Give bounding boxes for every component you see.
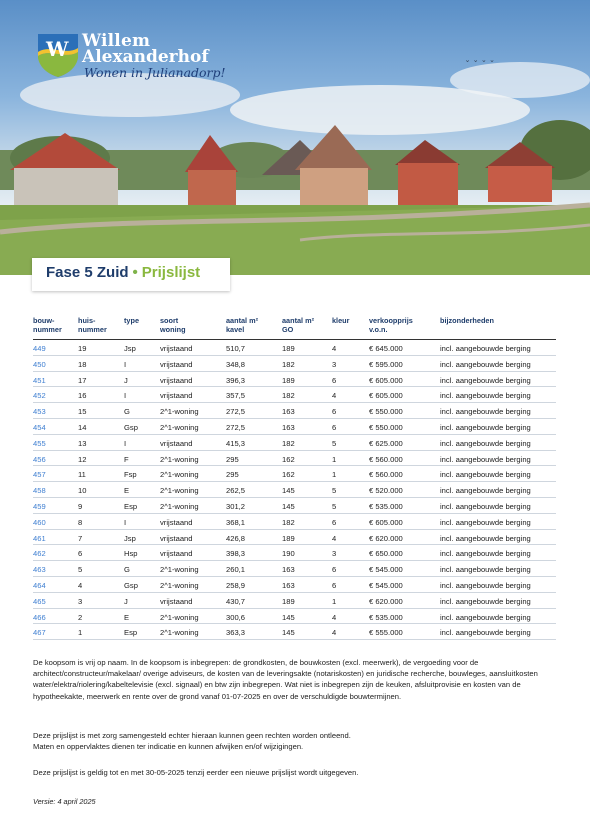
cell-bijzonderheden: incl. aangebouwde berging bbox=[440, 628, 531, 638]
table-row bbox=[33, 340, 556, 356]
cell-go: 145 bbox=[282, 612, 295, 622]
footer-validity: Deze prijslijst is geldig tot en met 30-05-2025 tenzij eerder een nieuwe prijslijst wordt uitgegeven. bbox=[33, 768, 359, 777]
column-header-soort bbox=[160, 316, 186, 334]
cell-bijzonderheden: incl. aangebouwde berging bbox=[440, 422, 531, 432]
cell-prijs: € 545.000 bbox=[369, 565, 403, 575]
cell-bijzonderheden: incl. aangebouwde berging bbox=[440, 344, 531, 353]
cell-kavel: 295 bbox=[226, 470, 239, 480]
table-row bbox=[33, 530, 556, 546]
table-row bbox=[33, 372, 556, 388]
cell-bouwnummer: 458 bbox=[33, 486, 46, 496]
cell-huisnummer: 8 bbox=[78, 517, 83, 527]
table-row bbox=[33, 498, 556, 514]
cell-type: Gsp bbox=[124, 580, 138, 590]
cell-soort: vrijstaand bbox=[160, 517, 193, 527]
cell-bijzonderheden: incl. aangebouwde berging bbox=[440, 612, 531, 622]
cell-bijzonderheden: incl. aangebouwde berging bbox=[440, 580, 531, 590]
cell-bijzonderheden: incl. aangebouwde berging bbox=[440, 533, 531, 543]
cell-prijs: € 650.000 bbox=[369, 549, 403, 559]
column-header-prijs bbox=[369, 316, 413, 334]
cell-bouwnummer: 451 bbox=[33, 375, 46, 385]
column-header-type bbox=[124, 316, 139, 325]
cell-huisnummer: 14 bbox=[78, 422, 87, 432]
cell-kleur: 6 bbox=[332, 375, 337, 385]
cell-go: 189 bbox=[282, 596, 295, 606]
cell-type: I bbox=[124, 391, 127, 401]
cell-bouwnummer: 453 bbox=[33, 407, 46, 417]
column-header-line2: kavel bbox=[226, 325, 245, 334]
table-row bbox=[33, 451, 556, 467]
cell-kavel: 258,9 bbox=[226, 580, 246, 590]
cell-bijzonderheden: incl. aangebouwde berging bbox=[440, 565, 531, 575]
cell-bouwnummer: 463 bbox=[33, 565, 46, 575]
cell-kavel: 260,1 bbox=[226, 565, 246, 575]
cell-type: Jsp bbox=[124, 533, 136, 543]
cell-go: 163 bbox=[282, 565, 295, 575]
hero-image bbox=[0, 0, 590, 275]
cell-kavel: 272,5 bbox=[226, 407, 246, 417]
cell-prijs: € 625.000 bbox=[369, 438, 403, 448]
cell-type: Esp bbox=[124, 501, 138, 511]
cell-go: 163 bbox=[282, 580, 295, 590]
cell-kleur: 5 bbox=[332, 486, 337, 496]
cell-kavel: 368,1 bbox=[226, 517, 246, 527]
svg-text:ˇ ˇ ˇ ˇ: ˇ ˇ ˇ ˇ bbox=[465, 60, 495, 71]
footer-disclaimer-2: Maten en oppervlaktes dienen ter indicatie en kunnen afwijken en/of wijzigingen. bbox=[33, 742, 304, 751]
cell-huisnummer: 7 bbox=[78, 533, 83, 543]
table-row bbox=[33, 419, 556, 435]
table-row bbox=[33, 466, 556, 482]
cell-kavel: 398,3 bbox=[226, 549, 246, 559]
cell-soort: 2^1-woning bbox=[160, 628, 199, 638]
cell-prijs: € 550.000 bbox=[369, 422, 403, 432]
cell-go: 182 bbox=[282, 359, 295, 369]
page-title-main: Fase 5 Zuid bbox=[46, 264, 129, 281]
cell-go: 189 bbox=[282, 344, 295, 353]
cell-bijzonderheden: incl. aangebouwde berging bbox=[440, 359, 531, 369]
table-row bbox=[33, 435, 556, 451]
cell-prijs: € 560.000 bbox=[369, 454, 403, 464]
cell-soort: vrijstaand bbox=[160, 596, 193, 606]
column-header-line2: nummer bbox=[78, 325, 107, 334]
column-header-huisnummer bbox=[78, 316, 107, 334]
cell-prijs: € 520.000 bbox=[369, 486, 403, 496]
cell-prijs: € 620.000 bbox=[369, 533, 403, 543]
cell-prijs: € 550.000 bbox=[369, 407, 403, 417]
cell-soort: 2^1-woning bbox=[160, 612, 199, 622]
cell-bouwnummer: 454 bbox=[33, 422, 46, 432]
table-row bbox=[33, 624, 556, 640]
column-header-line2: woning bbox=[160, 325, 186, 334]
cell-huisnummer: 4 bbox=[78, 580, 83, 590]
cell-kleur: 4 bbox=[332, 533, 337, 543]
cell-soort: vrijstaand bbox=[160, 344, 193, 353]
cell-go: 145 bbox=[282, 501, 295, 511]
cell-huisnummer: 10 bbox=[78, 486, 87, 496]
footer-disclaimer-1: Deze prijslijst is met zorg samengesteld echter hieraan kunnen geen rechten worden ontleend. bbox=[33, 731, 351, 740]
table-row bbox=[33, 356, 556, 372]
cell-huisnummer: 3 bbox=[78, 596, 83, 606]
cell-soort: vrijstaand bbox=[160, 549, 193, 559]
cell-kleur: 4 bbox=[332, 628, 337, 638]
cell-go: 182 bbox=[282, 517, 295, 527]
cell-prijs: € 595.000 bbox=[369, 359, 403, 369]
cell-type: E bbox=[124, 612, 130, 622]
table-row bbox=[33, 593, 556, 609]
cell-huisnummer: 19 bbox=[78, 344, 87, 353]
cell-kleur: 6 bbox=[332, 422, 337, 432]
cell-go: 182 bbox=[282, 438, 295, 448]
table-row bbox=[33, 609, 556, 625]
cell-bijzonderheden: incl. aangebouwde berging bbox=[440, 501, 531, 511]
cell-bouwnummer: 456 bbox=[33, 454, 46, 464]
cell-soort: 2^1-woning bbox=[160, 470, 199, 480]
cell-huisnummer: 2 bbox=[78, 612, 83, 622]
cell-kleur: 1 bbox=[332, 470, 337, 480]
brand-name-line1: Willem bbox=[82, 31, 151, 51]
table-row bbox=[33, 387, 556, 403]
cell-type: G bbox=[124, 565, 130, 575]
cell-huisnummer: 9 bbox=[78, 501, 83, 511]
cell-huisnummer: 18 bbox=[78, 359, 87, 369]
cell-bijzonderheden: incl. aangebouwde berging bbox=[440, 470, 531, 480]
column-header-bijzonderheden bbox=[440, 316, 494, 325]
cell-kleur: 6 bbox=[332, 517, 337, 527]
cell-kavel: 272,5 bbox=[226, 422, 246, 432]
cell-bijzonderheden: incl. aangebouwde berging bbox=[440, 454, 531, 464]
cell-bouwnummer: 459 bbox=[33, 501, 46, 511]
cell-type: Esp bbox=[124, 628, 138, 638]
table-row bbox=[33, 514, 556, 530]
cell-kavel: 295 bbox=[226, 454, 239, 464]
page-title bbox=[32, 258, 230, 291]
cell-type: Fsp bbox=[124, 470, 137, 480]
cell-kleur: 4 bbox=[332, 391, 337, 401]
cell-bijzonderheden: incl. aangebouwde berging bbox=[440, 596, 531, 606]
cell-soort: 2^1-woning bbox=[160, 422, 199, 432]
cell-type: Gsp bbox=[124, 422, 138, 432]
cell-type: I bbox=[124, 517, 127, 527]
cell-prijs: € 605.000 bbox=[369, 517, 403, 527]
cell-bijzonderheden: incl. aangebouwde berging bbox=[440, 549, 531, 559]
cell-kavel: 363,3 bbox=[226, 628, 246, 638]
column-header-line1: aantal m² bbox=[282, 316, 315, 325]
cell-kleur: 6 bbox=[332, 407, 337, 417]
cell-bouwnummer: 452 bbox=[33, 391, 46, 401]
cell-kavel: 262,5 bbox=[226, 486, 246, 496]
cell-soort: vrijstaand bbox=[160, 438, 193, 448]
column-header-line1: type bbox=[124, 316, 140, 325]
cell-bouwnummer: 464 bbox=[33, 580, 46, 590]
cell-bouwnummer: 457 bbox=[33, 470, 46, 480]
cell-kleur: 1 bbox=[332, 454, 337, 464]
table-row bbox=[33, 577, 556, 593]
cell-huisnummer: 6 bbox=[78, 549, 83, 559]
cell-bijzonderheden: incl. aangebouwde berging bbox=[440, 391, 531, 401]
table-row bbox=[33, 545, 556, 561]
cell-type: I bbox=[124, 359, 127, 369]
cell-kleur: 3 bbox=[332, 549, 337, 559]
cell-kavel: 301,2 bbox=[226, 501, 246, 511]
cell-kavel: 357,5 bbox=[226, 391, 246, 401]
cell-bouwnummer: 465 bbox=[33, 596, 46, 606]
brand-name-line2: Alexanderhof bbox=[82, 47, 209, 67]
cell-kleur: 5 bbox=[332, 438, 337, 448]
version-note: Versie: 4 april 2025 bbox=[33, 797, 96, 806]
cell-huisnummer: 11 bbox=[78, 470, 86, 480]
cell-go: 190 bbox=[282, 549, 295, 559]
cell-bouwnummer: 455 bbox=[33, 438, 46, 448]
cell-huisnummer: 17 bbox=[78, 375, 87, 385]
column-header-line1: huis- bbox=[78, 316, 96, 325]
cell-prijs: € 555.000 bbox=[369, 628, 403, 638]
shield-logo-icon bbox=[36, 30, 80, 78]
cell-soort: 2^1-woning bbox=[160, 407, 199, 417]
cell-huisnummer: 13 bbox=[78, 438, 87, 448]
column-header-go bbox=[282, 316, 314, 334]
cell-prijs: € 605.000 bbox=[369, 375, 403, 385]
cell-kavel: 300,6 bbox=[226, 612, 246, 622]
cell-type: I bbox=[124, 438, 127, 448]
footer-terms: De koopsom is vrij op naam. In de koopsom is inbegrepen: de grondkosten, de bouwkosten (excl. meerwerk), de vergoeding voor de architect/constructeur/makelaar/ overige adviseurs, de kosten van de leveringsakte (notariskosten) en juridische recherche, bouwleges, aansluitkosten water/elektra/riolering/kabeltelevisie (excl. signaal) en btw zijn inbegrepen. Wat niet is inbegrepen zijn de keuken, afsluitprovisie en kosten van de hypotheekakte, meerwerk en rente over de grond vanaf 01-07-2025 en over de verschuldigde bouwtermijnen. bbox=[33, 658, 538, 701]
cell-prijs: € 605.000 bbox=[369, 391, 403, 401]
cell-bouwnummer: 467 bbox=[33, 628, 46, 638]
table-row bbox=[33, 482, 556, 498]
cell-go: 189 bbox=[282, 375, 295, 385]
cell-bouwnummer: 450 bbox=[33, 359, 46, 369]
cell-bijzonderheden: incl. aangebouwde berging bbox=[440, 407, 531, 417]
cell-type: Hsp bbox=[124, 549, 138, 559]
cell-huisnummer: 15 bbox=[78, 407, 87, 417]
cell-prijs: € 560.000 bbox=[369, 470, 403, 480]
cell-go: 162 bbox=[282, 470, 295, 480]
cell-bouwnummer: 461 bbox=[33, 533, 46, 543]
cell-kleur: 4 bbox=[332, 344, 337, 353]
cell-bijzonderheden: incl. aangebouwde berging bbox=[440, 486, 531, 496]
cell-prijs: € 535.000 bbox=[369, 612, 403, 622]
cell-bouwnummer: 460 bbox=[33, 517, 46, 527]
cell-type: Jsp bbox=[124, 344, 136, 353]
cell-go: 189 bbox=[282, 533, 295, 543]
column-header-line1: bouw- bbox=[33, 316, 55, 325]
page-title-separator: • bbox=[132, 264, 138, 281]
cell-kavel: 396,3 bbox=[226, 375, 246, 385]
cell-prijs: € 535.000 bbox=[369, 501, 403, 511]
cell-kleur: 5 bbox=[332, 501, 337, 511]
cell-huisnummer: 1 bbox=[78, 628, 83, 638]
cell-go: 182 bbox=[282, 391, 295, 401]
table-row bbox=[33, 561, 556, 577]
cell-bouwnummer: 449 bbox=[33, 344, 46, 353]
cell-go: 162 bbox=[282, 454, 295, 464]
cell-soort: 2^1-woning bbox=[160, 580, 199, 590]
cell-soort: vrijstaand bbox=[160, 375, 193, 385]
cell-soort: 2^1-woning bbox=[160, 486, 199, 496]
column-header-line1: verkoopprijs bbox=[369, 316, 413, 325]
cell-bijzonderheden: incl. aangebouwde berging bbox=[440, 517, 531, 527]
cell-kavel: 510,7 bbox=[226, 344, 246, 353]
cell-soort: vrijstaand bbox=[160, 533, 193, 543]
brand-tagline: Wonen in Julianadorp! bbox=[84, 65, 226, 80]
cell-go: 145 bbox=[282, 628, 295, 638]
cell-type: E bbox=[124, 486, 130, 496]
cell-go: 145 bbox=[282, 486, 295, 496]
column-header-bouwnummer bbox=[33, 316, 62, 334]
cell-soort: 2^1-woning bbox=[160, 454, 199, 464]
cell-kleur: 1 bbox=[332, 596, 337, 606]
cell-soort: 2^1-woning bbox=[160, 501, 199, 511]
cell-kleur: 3 bbox=[332, 359, 337, 369]
cell-kleur: 4 bbox=[332, 612, 337, 622]
cell-go: 163 bbox=[282, 407, 295, 417]
column-header-line1: kleur bbox=[332, 316, 350, 325]
table-row bbox=[33, 403, 556, 419]
cell-prijs: € 545.000 bbox=[369, 580, 403, 590]
cell-go: 163 bbox=[282, 422, 295, 432]
table-body bbox=[33, 340, 556, 640]
cell-soort: vrijstaand bbox=[160, 391, 193, 401]
column-header-line1: soort bbox=[160, 316, 179, 325]
cell-bouwnummer: 466 bbox=[33, 612, 46, 622]
cell-type: J bbox=[124, 596, 128, 606]
column-header-kavel bbox=[226, 316, 258, 334]
cell-bijzonderheden: incl. aangebouwde berging bbox=[440, 438, 531, 448]
cell-huisnummer: 12 bbox=[78, 454, 87, 464]
cell-kavel: 430,7 bbox=[226, 596, 246, 606]
column-header-line1: bijzonderheden bbox=[440, 316, 494, 325]
cell-huisnummer: 16 bbox=[78, 391, 87, 401]
price-table bbox=[33, 316, 556, 640]
cell-kavel: 348,8 bbox=[226, 359, 246, 369]
svg-text:W: W bbox=[46, 37, 69, 61]
column-header-line1: aantal m² bbox=[226, 316, 259, 325]
cell-type: J bbox=[124, 375, 128, 385]
column-header-line2: nummer bbox=[33, 325, 62, 334]
column-header-kleur bbox=[332, 316, 349, 325]
page-title-sub: Prijslijst bbox=[141, 264, 201, 281]
cell-soort: vrijstaand bbox=[160, 359, 193, 369]
cell-type: F bbox=[124, 454, 129, 464]
column-header-line2: GO bbox=[282, 325, 294, 334]
cell-soort: 2^1-woning bbox=[160, 565, 199, 575]
cell-prijs: € 620.000 bbox=[369, 596, 403, 606]
cell-prijs: € 645.000 bbox=[369, 344, 403, 353]
cell-kavel: 426,8 bbox=[226, 533, 246, 543]
cell-bijzonderheden: incl. aangebouwde berging bbox=[440, 375, 531, 385]
cell-type: G bbox=[124, 407, 130, 417]
cell-kleur: 6 bbox=[332, 565, 337, 575]
column-header-line2: v.o.n. bbox=[369, 325, 388, 334]
cell-huisnummer: 5 bbox=[78, 565, 83, 575]
table-header bbox=[33, 316, 556, 340]
cell-bouwnummer: 462 bbox=[33, 549, 46, 559]
cell-kleur: 6 bbox=[332, 580, 337, 590]
cell-kavel: 415,3 bbox=[226, 438, 246, 448]
